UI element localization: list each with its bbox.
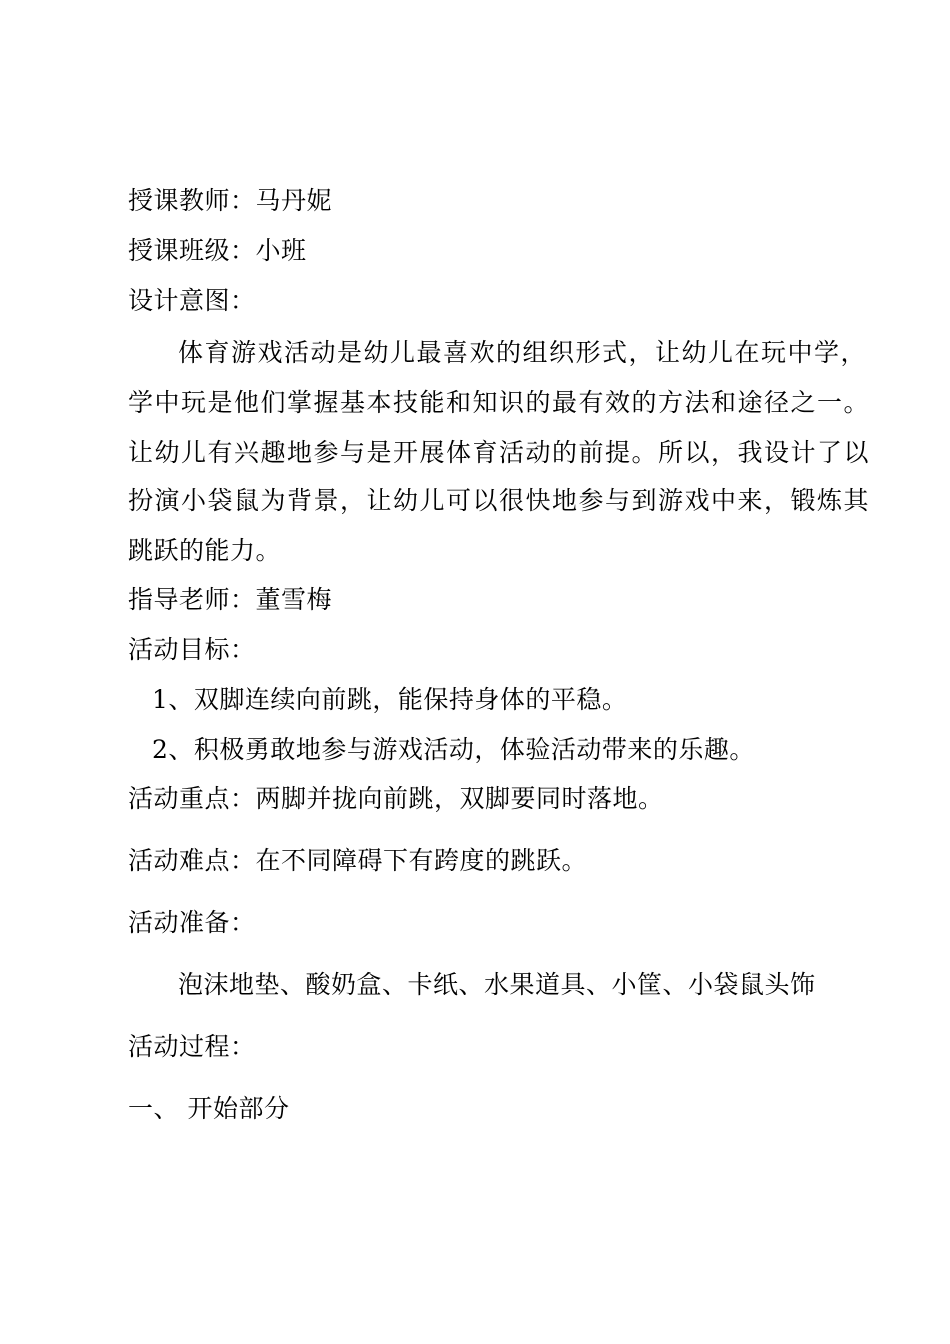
goal-item: 1、双脚连续向前跳，能保持身体的平稳。 bbox=[152, 685, 628, 714]
goals-heading: 活动目标： bbox=[128, 635, 256, 664]
preparation-heading: 活动准备： bbox=[128, 908, 256, 937]
teacher-line: 授课教师：马丹妮 bbox=[128, 186, 333, 215]
design-intent-line: 跳跃的能力。 bbox=[128, 536, 282, 565]
design-intent-line: 让幼儿有兴趣地参与是开展体育活动的前提。所以，我设计了以 bbox=[128, 438, 871, 467]
design-intent-line: 体育游戏活动是幼儿最喜欢的组织形式，让幼儿在玩中学， bbox=[178, 338, 868, 367]
design-intent-heading: 设计意图： bbox=[128, 286, 256, 315]
key-point-line: 活动重点：两脚并拢向前跳，双脚要同时落地。 bbox=[128, 784, 664, 813]
design-intent-line: 扮演小袋鼠为背景，让幼儿可以很快地参与到游戏中来，锻炼其 bbox=[128, 486, 871, 515]
difficulty-line: 活动难点：在不同障碍下有跨度的跳跃。 bbox=[128, 846, 588, 875]
process-section-1: 一、 开始部分 bbox=[128, 1094, 290, 1123]
class-line: 授课班级：小班 bbox=[128, 236, 307, 265]
goal-item: 2、积极勇敢地参与游戏活动，体验活动带来的乐趣。 bbox=[152, 735, 755, 764]
advisor-line: 指导老师：董雪梅 bbox=[128, 585, 333, 614]
design-intent-line: 学中玩是他们掌握基本技能和知识的最有效的方法和途径之一。 bbox=[128, 388, 871, 417]
preparation-content: 泡沫地垫、酸奶盒、卡纸、水果道具、小筐、小袋鼠头饰 bbox=[178, 970, 816, 999]
process-heading: 活动过程： bbox=[128, 1032, 256, 1061]
